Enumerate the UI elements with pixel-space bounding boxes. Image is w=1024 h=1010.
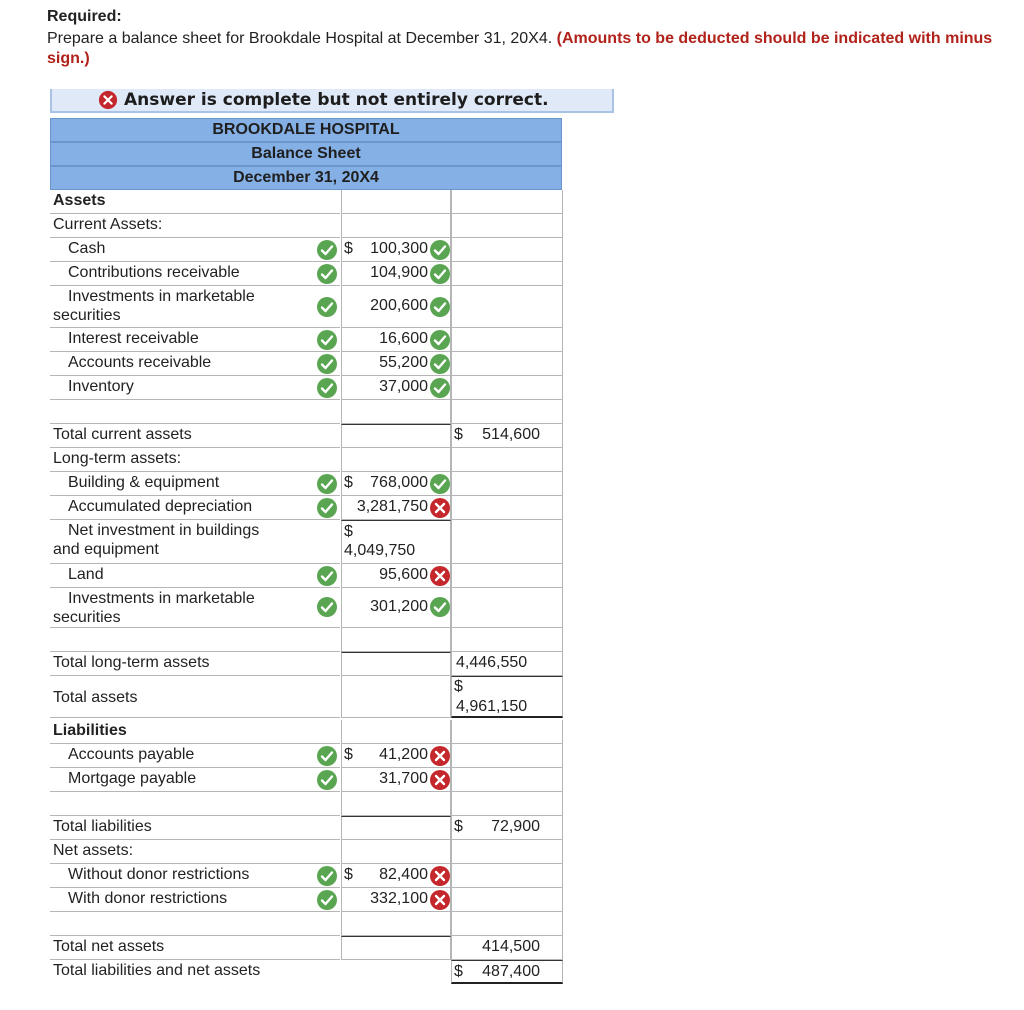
check-icon [316,565,338,587]
check-icon [316,745,338,767]
incorrect-icon [98,90,118,110]
total-liabilities-input[interactable]: 72,900 [491,818,540,835]
check-icon [429,263,451,285]
row-assets-heading: Assets [50,190,561,214]
check-icon [316,239,338,261]
check-icon [429,377,451,399]
row-total-assets: Total assets $ 4,961,150 [50,676,561,718]
with-donor-input[interactable]: 332,100 [370,890,428,907]
without-donor-input[interactable]: 82,400 [379,866,428,883]
mortgage-payable-input[interactable]: 31,700 [379,770,428,787]
cross-icon [429,565,451,587]
check-icon [316,769,338,791]
check-icon [429,329,451,351]
answer-status-banner [50,89,614,113]
check-icon [429,296,451,318]
check-icon [429,239,451,261]
land-input[interactable]: 95,600 [379,566,428,583]
row-contributions-receivable: Contributions receivable 104,900 [50,262,561,286]
required-label: Required: [47,8,122,25]
row-total-liabilities: Total liabilities $ 72,900 [50,816,561,840]
row-net-investment: Net investment in buildings and equipment $ 4,049,750 [50,520,561,564]
row-with-donor-restrictions: With donor restrictions 332,100 [50,888,561,912]
row-building-equipment: Building & equipment $ 768,000 [50,472,561,496]
banner-text: Answer is complete but not entirely correct. [124,90,549,110]
total-assets-input[interactable]: 4,961,150 [456,698,528,715]
check-icon [316,497,338,519]
row-liabilities-heading: Liabilities [50,720,561,744]
total-long-term-input[interactable]: 4,446,550 [456,654,528,671]
row-current-assets-heading: Current Assets: [50,214,561,238]
row-mortgage-payable: Mortgage payable 31,700 [50,768,561,792]
header-org: BROOKDALE HOSPITAL [50,118,562,142]
row-accounts-payable: Accounts payable $ 41,200 [50,744,561,768]
cash-input[interactable]: 100,300 [370,240,428,257]
row-blank [50,400,561,424]
row-cash: Cash $ 100,300 [50,238,561,262]
row-total-net-assets: Total net assets 414,500 [50,936,561,960]
investments-current-input[interactable]: 200,600 [370,297,428,314]
header-date: December 31, 20X4 [50,166,562,190]
cross-icon [429,769,451,791]
building-input[interactable]: 768,000 [370,474,428,491]
cross-icon [429,889,451,911]
row-total-current-assets: Total current assets $ 514,600 [50,424,561,448]
header-statement: Balance Sheet [50,142,562,166]
total-current-assets-input[interactable]: 514,600 [482,426,540,443]
row-land: Land 95,600 [50,564,561,588]
row-blank [50,792,561,816]
row-accounts-receivable: Accounts receivable 55,200 [50,352,561,376]
total-net-assets-input[interactable]: 414,500 [482,938,540,955]
row-net-assets-heading: Net assets: [50,840,561,864]
row-blank [50,912,561,936]
interest-input[interactable]: 16,600 [379,330,428,347]
cross-icon [429,745,451,767]
net-investment-input[interactable]: 4,049,750 [344,542,416,559]
accumulated-depreciation-input[interactable]: 3,281,750 [356,498,428,515]
accounts-payable-input[interactable]: 41,200 [379,746,428,763]
check-icon [316,596,338,618]
row-total-liabilities-net-assets: Total liabilities and net assets $ 487,400 [50,960,561,984]
check-icon [316,377,338,399]
row-total-long-term-assets: Total long-term assets 4,446,550 [50,652,561,676]
check-icon [316,329,338,351]
row-interest-receivable: Interest receivable 16,600 [50,328,561,352]
row-investments-marketable-current: Investments in marketable securities 200,600 [50,286,561,328]
check-icon [316,263,338,285]
total-liabilities-net-assets-input[interactable]: 487,400 [482,963,540,980]
row-long-term-heading: Long-term assets: [50,448,561,472]
check-icon [429,353,451,375]
row-blank [50,628,561,652]
cross-icon [429,497,451,519]
accounts-receivable-input[interactable]: 55,200 [379,354,428,371]
check-icon [316,473,338,495]
check-icon [429,596,451,618]
row-inventory: Inventory 37,000 [50,376,561,400]
check-icon [316,296,338,318]
check-icon [316,889,338,911]
inventory-input[interactable]: 37,000 [379,378,428,395]
check-icon [316,865,338,887]
row-accumulated-depreciation: Accumulated depreciation 3,281,750 [50,496,561,520]
check-icon [429,473,451,495]
row-without-donor-restrictions: Without donor restrictions $ 82,400 [50,864,561,888]
row-investments-marketable-longterm: Investments in marketable securities 301,200 [50,588,561,628]
cross-icon [429,865,451,887]
contributions-input[interactable]: 104,900 [370,264,428,281]
question-text: Prepare a balance sheet for Brookdale Hospital at December 31, 20X4. (Amounts to be deducted should be indicated with minus sign.) [47,30,993,67]
check-icon [316,353,338,375]
investments-longterm-input[interactable]: 301,200 [370,598,428,615]
